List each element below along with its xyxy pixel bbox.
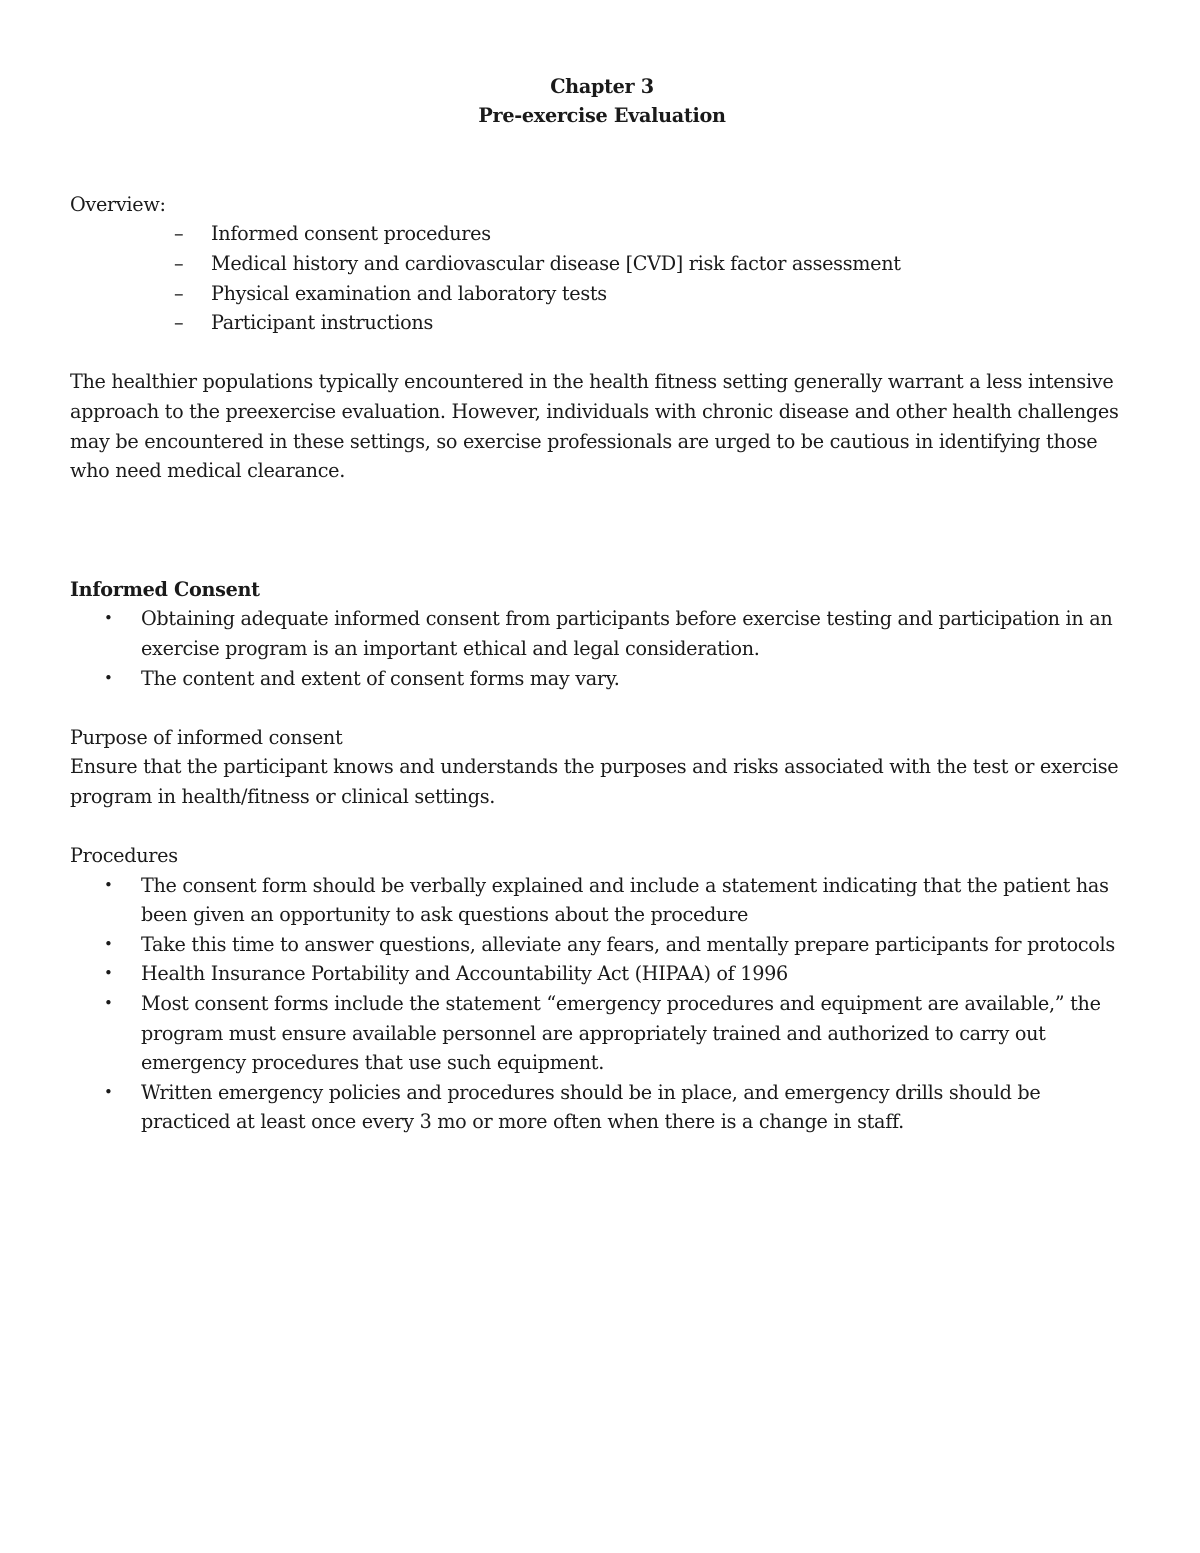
list-item: • Most consent forms include the statement “emergency procedures and equipment are available,” the program must ensure available personnel are appropriately trained and authorized to carry out emergency procedures that use such equipment. [70, 989, 1135, 1078]
dash-marker: – [174, 222, 184, 246]
list-item: – Participant instructions [70, 308, 1135, 338]
bullet-marker: • [104, 994, 113, 1013]
bullet-marker: • [104, 1082, 113, 1101]
intro-paragraph: The healthier populations typically encountered in the health fitness setting generally warrant a less intensive approach to the preexercise evaluation. However, individuals with chronic disease and other health challenges may be encountered in these settings, so exercise professionals are urged to be cautious in identifying those who need medical clearance. [70, 370, 1119, 483]
list-item: – Informed consent procedures [70, 219, 1135, 249]
list-item: • Obtaining adequate informed consent from participants before exercise testing and participation in an exercise program is an important ethical and legal consideration. [70, 604, 1135, 663]
bullet-marker: • [104, 668, 113, 687]
list-item: • Health Insurance Portability and Accountability Act (HIPAA) of 1996 [70, 959, 1135, 989]
title-block [69, 72, 1135, 131]
list-item: • The content and extent of consent forms may vary. [70, 664, 1135, 694]
procedures-list [70, 871, 1135, 1137]
chapter-subtitle: Pre-exercise Evaluation [478, 104, 726, 128]
dash-marker: – [174, 311, 184, 335]
list-item: • Take this time to answer questions, alleviate any fears, and mentally prepare participants for protocols [70, 930, 1135, 960]
list-item: • Written emergency policies and procedures should be in place, and emergency drills should be practiced at least once every 3 mo or more often when there is a change in staff. [70, 1078, 1135, 1137]
list-item: – Medical history and cardiovascular disease [CVD] risk factor assessment [70, 249, 1135, 279]
list-item: • The consent form should be verbally explained and include a statement indicating that the patient has been given an opportunity to ask questions about the procedure [70, 871, 1135, 930]
overview-list [70, 219, 1135, 337]
overview-label: Overview: [70, 192, 166, 216]
dash-marker: – [174, 252, 184, 275]
informed-consent-heading: Informed Consent [70, 577, 260, 601]
bullet-marker: • [104, 609, 113, 628]
document-page [70, 72, 1135, 1137]
list-item: – Physical examination and laboratory tests [70, 279, 1135, 309]
dash-marker: – [174, 281, 184, 305]
chapter-title: Chapter 3 [550, 75, 654, 98]
procedures-heading: Procedures [70, 844, 178, 868]
purpose-heading: Purpose of informed consent [70, 725, 343, 749]
bullet-marker: • [104, 964, 113, 983]
informed-consent-list [70, 604, 1135, 693]
purpose-text: Ensure that the participant knows and understands the purposes and risks associated with the test or exercise program in health/fitness or clinical settings. [70, 755, 1119, 808]
bullet-marker: • [104, 875, 113, 894]
bullet-marker: • [104, 934, 113, 953]
